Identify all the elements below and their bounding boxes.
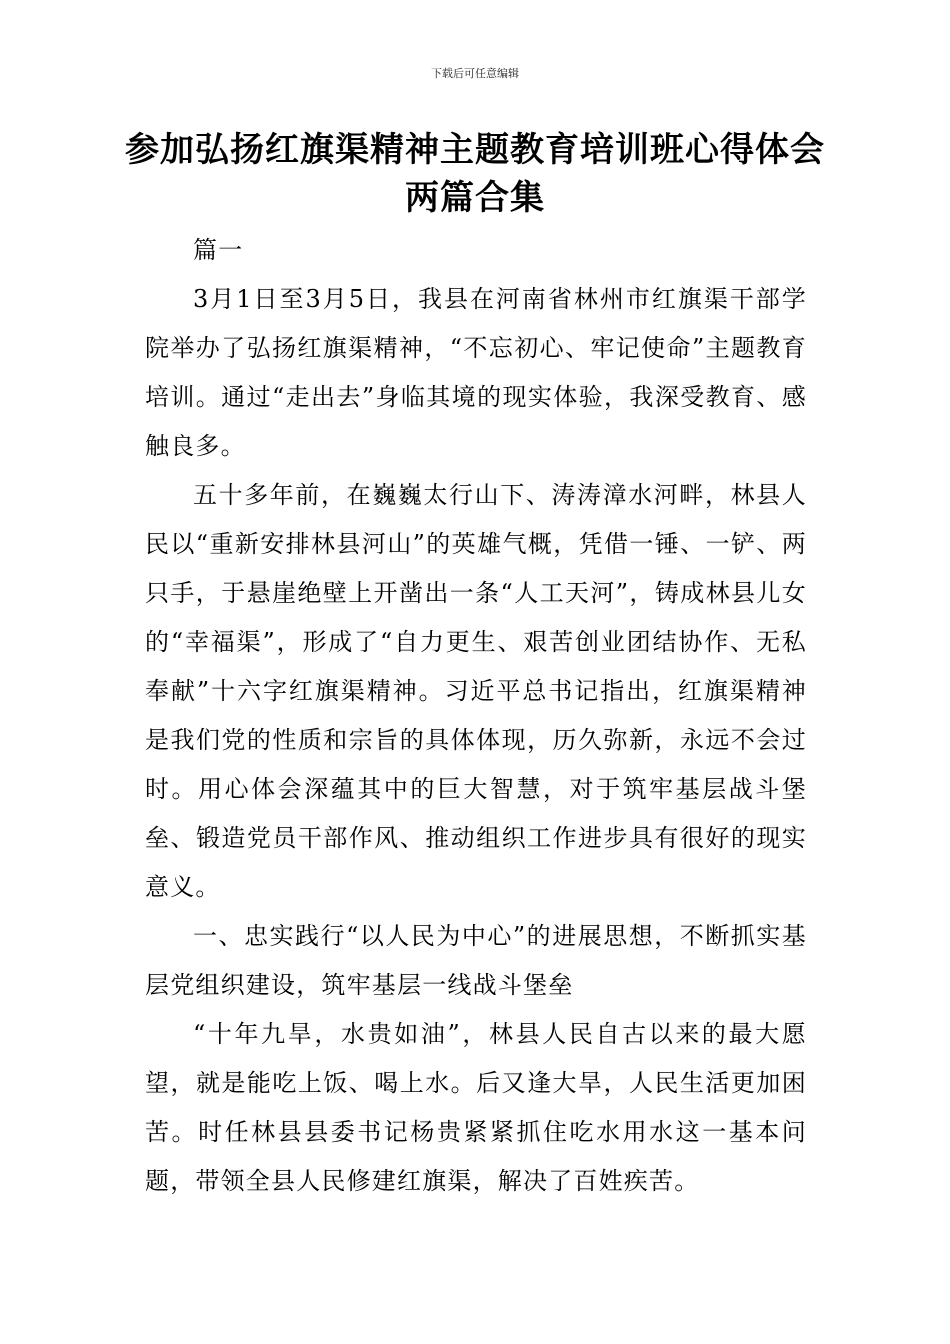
header-note: 下载后可任意编辑	[431, 67, 519, 80]
document-title: 参加弘扬红旗渠精神主题教育培训班心得体会两篇合集	[125, 130, 825, 218]
paragraph: 3月1日至3月5日，我县在河南省林州市红旗渠干部学院举办了弘扬红旗渠精神，“不忘初心、牢记使命”主题教育培训。通过“走出去”身临其境的现实体验，我深受教育、感触良多。	[145, 285, 807, 460]
paragraph: “十年九旱，水贵如油”，林县人民自古以来的最大愿望，就是能吃上饭、喝上水。后又逢大旱，人民生活更加困苦。时任林县县委书记杨贵紧紧抓住吃水用水这一基本问题，带领全县人民修建红旗渠，解决了百姓疾苦。	[145, 1020, 807, 1195]
paragraph: 五十多年前，在巍巍太行山下、涛涛漳水河畔，林县人民以“重新安排林县河山”的英雄气概，凭借一锤、一铲、两只手，于悬崖绝壁上开凿出一条“人工天河”，铸成林县儿女的“幸福渠”，形成了“自力更生、艰苦创业团结协作、无私奉献”十六字红旗渠精神。习近平总书记指出，红旗渠精神是我们党的性质和宗旨的具体体现，历久弥新，永远不会过时。用心体会深蕴其中的巨大智慧，对于筑牢基层战斗堡垒、锻造党员干部作风、推动组织工作进步具有很好的现实意义。	[145, 481, 807, 901]
section-label: 篇一	[193, 236, 244, 264]
section-heading: 一、忠实践行“以人民为中心”的进展思想，不断抓实基层党组织建设，筑牢基层一线战斗堡垒	[145, 922, 807, 999]
document-body	[145, 226, 807, 1206]
